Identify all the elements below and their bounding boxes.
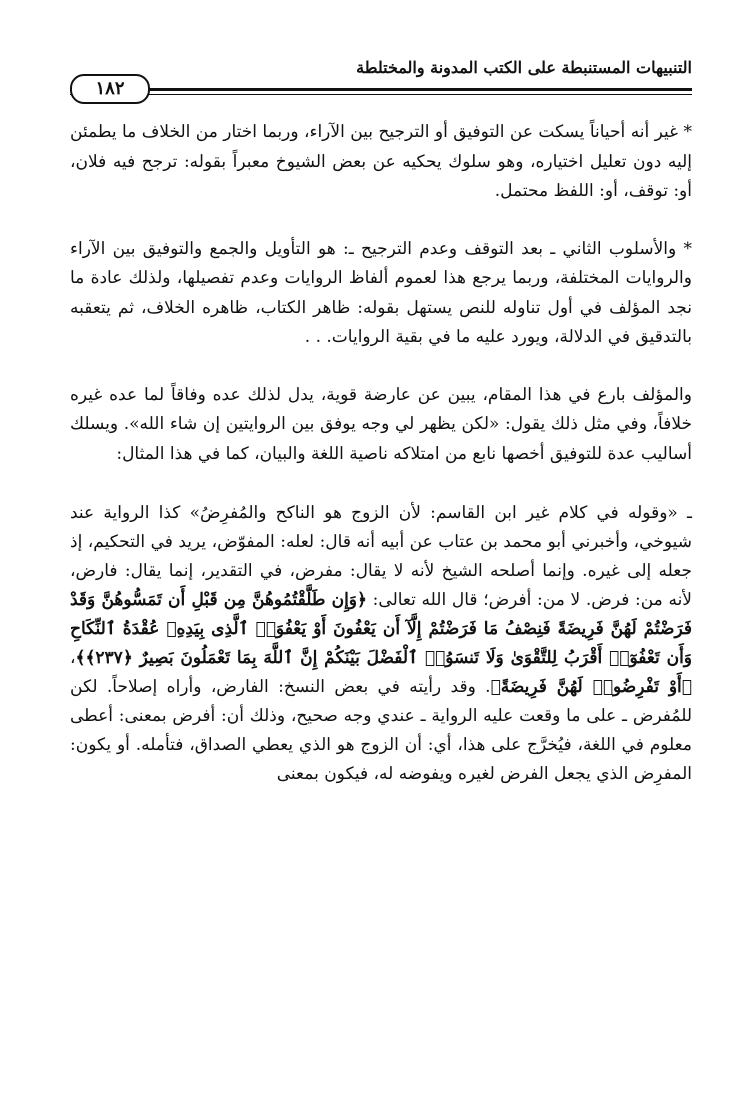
quran-verse-2: ﴿أَوْ تَفْرِضُوا۟ لَهُنَّ فَرِيضَةً﴾ — [490, 677, 692, 697]
paragraph-4 — [70, 499, 692, 789]
paragraph-2: * والأسلوب الثاني ـ بعد التوقف وعدم الترجيح ـ: هو التأويل والجمع والتوفيق بين الآراء والروايات المختلفة، وربما يرجع هذا لعموم ألفاظ الروايات وعدم تفصيلها، ولذلك عادة ما نجد المؤلف في أول تناوله للنص يستهل بقوله: ظاهر الكتاب، ظاهره الخلاف، ثم يتعقبه بالتدقيق في الدلالة، ويورد عليه ما في بقية الروايات. . . — [70, 238, 692, 347]
page-number: ١٨٢ — [70, 74, 150, 104]
running-title: التنبيهات المستنبطة على الكتب المدونة والمختلطة — [356, 58, 692, 77]
verse-separator: ، — [70, 648, 76, 668]
page-body — [70, 118, 692, 789]
header-rule-thick — [70, 88, 692, 91]
paragraph-4-intro: ـ «وقوله في كلام غير ابن القاسم: لأن الزوج هو الناكح والمُفرِضُ» كذا الرواية عند شيوخي، وأخبرني أبو محمد بن عتاب عن أبيه أنه قال: لعله: المفوّض، يريد في التحكيم، إذ جعله إلى غيره. وإنما أصلحه الشيخ لأنه لا يقال: مفرض، في التقدير، إنما يقال: فارض، لأنه من: فرض. لا من: أفرض؛ قال الله تعالى: — [70, 503, 693, 610]
paragraph-4-commentary: . وقد رأيته في بعض النسخ: الفارض، وأراه إصلاحاً. لكن للمُفرض ـ على ما وقعت عليه الرواية ـ عندي وجه صحيح، وذلك أن: أفرض بمعنى: أعطى معلوم في اللغة، فيُخرَّج على هذا، أي: أن الزوج هو الذي يعطي الصداق، فتأمله. أو يكون: المفرِض الذي يجعل الفرض لغيره ويفوضه له، فيكون بمعنى — [70, 677, 692, 784]
paragraph-3: والمؤلف بارع في هذا المقام، يبين عن عارضة قوية، يدل لذلك عده وفاقاً لما عده غيره خلافاً، وفي مثل ذلك يقول: «لكن يظهر لي وجه يوفق بين الروايتين إن شاء الله». ويسلك أساليب عدة للتوفيق أخصها نابع من امتلاكه ناصية اللغة والبيان، كما في هذا المثال: — [70, 384, 692, 464]
page-header — [70, 56, 692, 86]
quran-verse-1: ﴿وَإِن طَلَّقْتُمُوهُنَّ مِن قَبْلِ أَن تَمَسُّوهُنَّ وَقَدْ فَرَضْتُمْ لَهُنَّ فَرِيضَةً فَنِصْفُ مَا فَرَضْتُمْ إِلَّآ أَن يَعْفُونَ أَوْ يَعْفُوَا۟ ٱلَّذِى بِيَدِهِۦ عُقْدَةُ ٱلنِّكَاحِ وَأَن تَعْفُوٓا۟ أَقْرَبُ لِلتَّقْوَىٰ وَلَا تَنسَوُا۟ ٱلْفَضْلَ بَيْنَكُمْ إِنَّ ٱللَّهَ بِمَا تَعْمَلُونَ بَصِيرٌ ﴿٢٣٧﴾﴾ — [70, 590, 692, 668]
paragraph-1: * غير أنه أحياناً يسكت عن التوفيق أو الترجيح بين الآراء، وربما اختار من الخلاف ما يطمئن إليه دون تعليل اختياره، وهو سلوك يحكيه عن بعض الشيوخ معبراً بقوله: ترجح فيه فلان، أو: توقف، أو: اللفظ محتمل. — [70, 122, 692, 201]
header-rule-thin — [70, 94, 692, 95]
